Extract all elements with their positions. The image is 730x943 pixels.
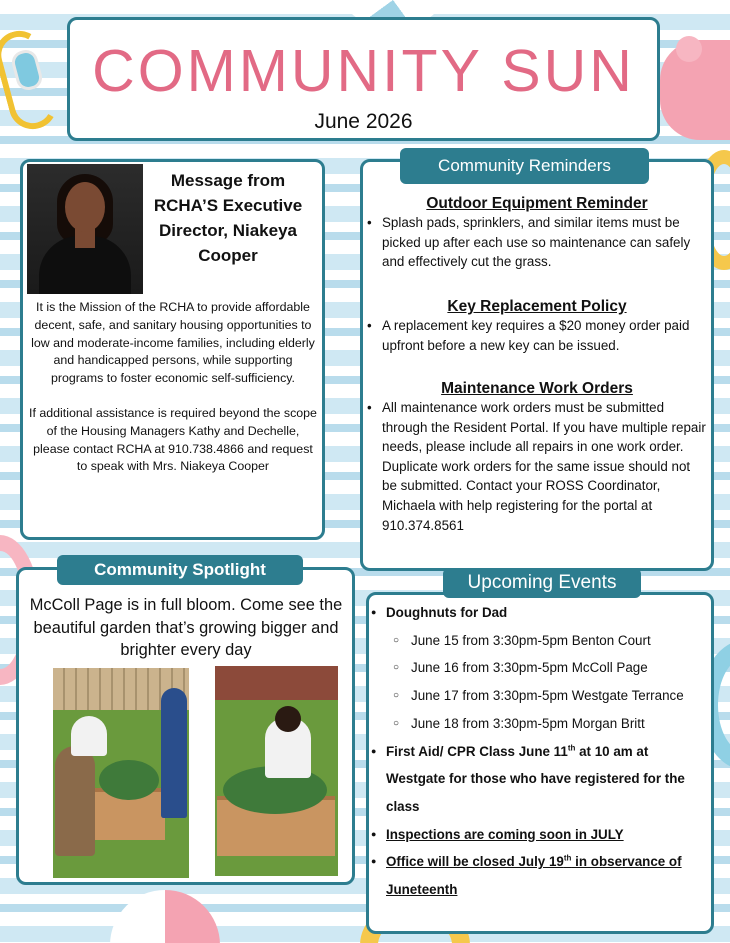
upcoming-events-panel xyxy=(366,592,714,934)
event-title: Doughnuts for Dad xyxy=(386,605,508,620)
mission-statement: It is the Mission of the RCHA to provide affordable decent, safe, and sanitary housing opportunities to low and moderate-income families, including elderly and handicapped persons, while supporting programs to foster economic self-sufficiency. xyxy=(31,300,315,386)
newsletter-header xyxy=(67,17,660,141)
event-office-closed: ● Office will be closed July 19th in observance of Juneteenth xyxy=(369,848,709,903)
reminder-text: • Splash pads, sprinklers, and similar items must be picked up after each use so maintenance can safely and effectively cut the grass. xyxy=(363,213,711,272)
reminder-outdoor-equipment xyxy=(363,194,711,272)
director-text xyxy=(29,299,317,476)
reminder-text: • All maintenance work orders must be submitted through the Resident Portal. If you have multiple repair needs, please include all repairs in one work order. Duplicate work orders for the same issue should not be submitted. Contact your ROSS Coordinator, Michaela with help registering for the portal at 910.374.8561 xyxy=(363,398,711,535)
reminder-work-orders xyxy=(363,379,711,535)
garden-photo xyxy=(215,666,338,876)
event-inspections: ● Inspections are coming soon in JULY xyxy=(369,821,709,849)
reminder-heading: Key Replacement Policy xyxy=(447,298,627,315)
director-photo xyxy=(27,164,143,294)
director-message-panel xyxy=(20,159,325,540)
issue-date: June 2026 xyxy=(314,110,413,133)
event-doughnuts-for-dad xyxy=(369,599,709,738)
upcoming-events-tab: Upcoming Events xyxy=(443,568,641,598)
reminder-heading: Maintenance Work Orders xyxy=(441,380,633,397)
newsletter-title: COMMUNITY SUN xyxy=(92,38,635,104)
reminder-text: • A replacement key requires a $20 money order paid upfront before a new key can be issued. xyxy=(363,316,711,355)
reminder-key-replacement xyxy=(363,297,711,355)
garden-photo xyxy=(53,668,189,878)
director-heading: Message from RCHA’S Executive Director, Niakeya Cooper xyxy=(153,171,303,265)
event-date-item: ○ June 16 from 3:30pm-5pm McColl Page xyxy=(386,654,709,682)
events-list xyxy=(369,599,709,904)
reminder-heading: Outdoor Equipment Reminder xyxy=(426,195,648,212)
community-reminders-tab: Community Reminders xyxy=(400,148,649,184)
flamingo-head-decoration xyxy=(676,36,702,62)
community-reminders-panel xyxy=(360,159,714,571)
event-date-item: ○ June 18 from 3:30pm-5pm Morgan Britt xyxy=(386,710,709,738)
assistance-note: If additional assistance is required beyond the scope of the Housing Managers Kathy and Dechelle, please contact RCHA at 910.738.4866 and request to speak with Mrs. Niakeya Cooper xyxy=(29,405,317,474)
beach-ball-decoration xyxy=(110,890,220,943)
event-date-item: ○ June 17 from 3:30pm-5pm Westgate Terrance xyxy=(386,682,709,710)
spotlight-text: McColl Page is in full bloom. Come see the beautiful garden that’s growing bigger and brighter every day xyxy=(29,596,343,659)
event-date-item: ○ June 15 from 3:30pm-5pm Benton Court xyxy=(386,627,709,655)
community-spotlight-tab: Community Spotlight xyxy=(57,555,303,585)
event-first-aid-class: ● First Aid/ CPR Class June 11th at 10 am at Westgate for those who have registered for the class xyxy=(369,738,709,821)
community-spotlight-panel xyxy=(16,567,355,885)
